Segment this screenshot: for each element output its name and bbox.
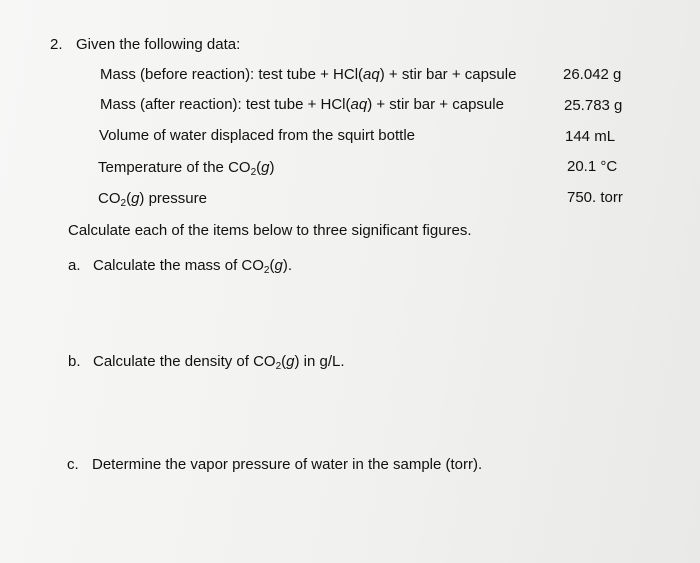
data-row-value: 750. torr	[567, 189, 623, 206]
question-letter: c.	[67, 456, 79, 473]
instruction-text: Calculate each of the items below to three significant figures.	[68, 222, 472, 239]
data-row-value: 25.783 g	[564, 97, 623, 114]
data-row-label: Mass (after reaction): test tube + HCl(aq) + stir bar + capsule	[100, 96, 504, 113]
problem-number: 2.	[50, 36, 63, 53]
data-row-label: Temperature of the $CO_2(g)$	[98, 159, 275, 178]
data-row-value: 26.042 g	[563, 66, 622, 83]
question-letter: b.	[68, 353, 81, 370]
question-text: Calculate the density of $CO_2(g)$ in g/L.	[93, 353, 345, 372]
data-row-value: 144 mL	[565, 128, 616, 145]
data-row-label: Mass (before reaction): test tube + HCl(aq) + stir bar + capsule	[100, 66, 517, 83]
data-row-value: 20.1 °C	[567, 158, 618, 175]
data-row-label: Volume of water displaced from the squirt bottle	[99, 127, 415, 144]
data-row-label: $CO_2(g)$ pressure	[98, 190, 207, 209]
question-letter: a.	[68, 257, 81, 274]
question-text: Determine the vapor pressure of water in the sample (torr).	[92, 456, 483, 473]
problem-heading: Given the following data:	[76, 36, 241, 53]
question-text: Calculate the mass of $CO_2(g)$.	[93, 257, 292, 276]
